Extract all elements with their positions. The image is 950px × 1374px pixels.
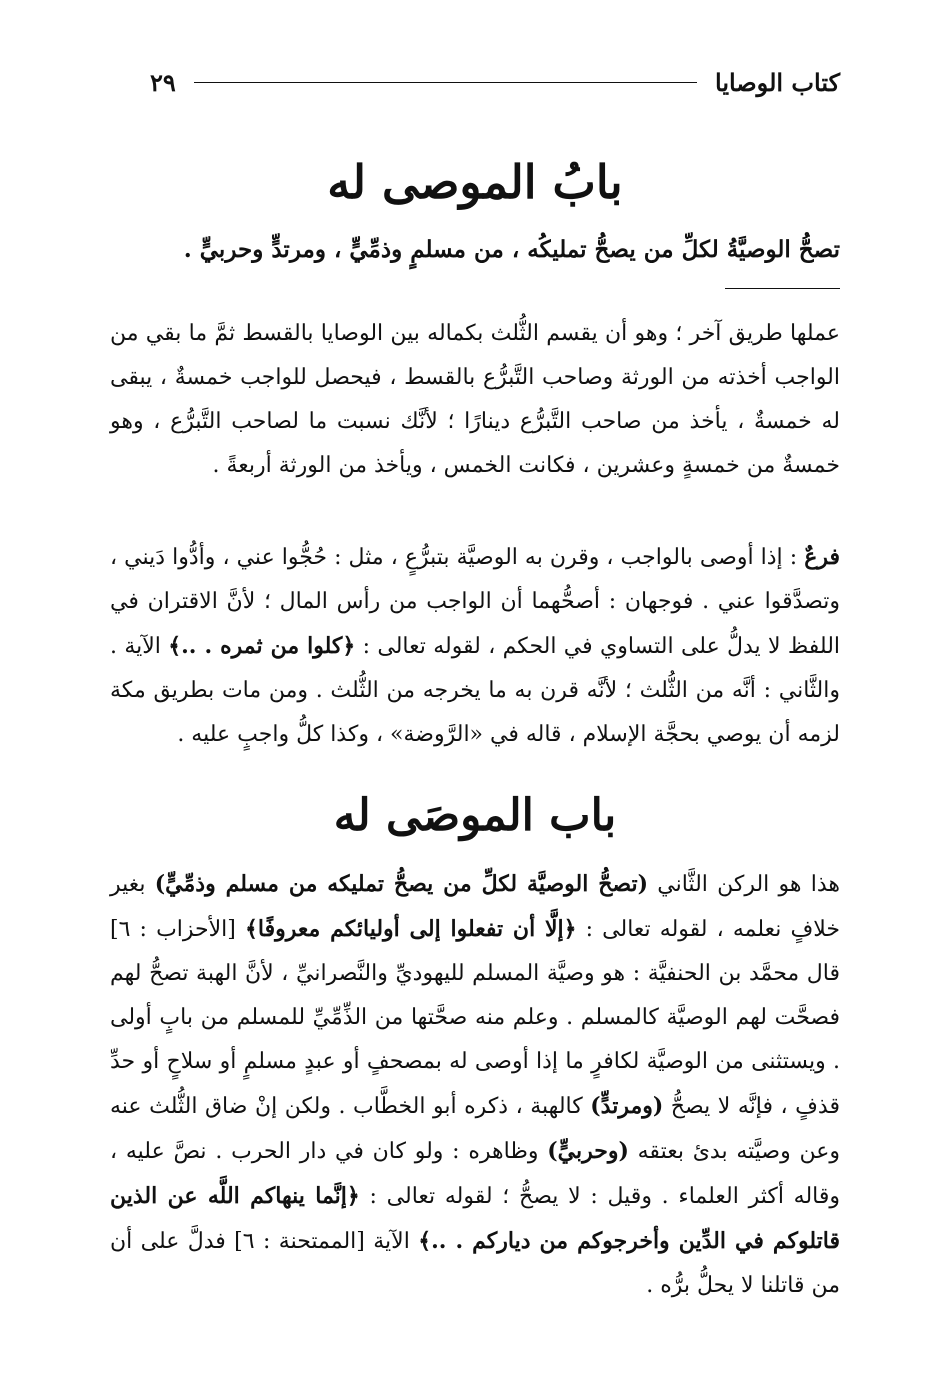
chapter-title: بابُ الموصى له bbox=[327, 155, 623, 209]
running-header bbox=[150, 62, 840, 102]
paragraph-3 bbox=[110, 862, 840, 1308]
paragraph-2-lead: فرعٌ bbox=[804, 544, 840, 570]
header-rule bbox=[194, 82, 697, 83]
paragraph-2-text-a: : إذا أوصى بالواجب ، وقرن به الوصيَّة بتبرُّعٍ ، مثل : حُجُّوا عني ، وأدُّوا دَيني ، وتصدَّقوا عني . فوجهان : أصحُّهما أن الواجب من رأس المال ؛ لأنَّ الاقتران في اللفظ لا يدلُّ على التساوي في الحكم ، لقوله تعالى : bbox=[110, 545, 841, 659]
paragraph-3-verse-2: ﴿إنَّما ينهاكم اللَّه عن الذين قاتلوكم في الدِّين وأخرجوكم من دياركم . ..﴾ bbox=[110, 1183, 840, 1254]
paragraph-3-verse-1: ﴿إلَّا أن تفعلوا إلى أوليائكم معروفًا﴾ bbox=[245, 916, 577, 942]
paragraph-3-matn-2: (ومرتدٍّ) bbox=[590, 1093, 664, 1119]
paragraph-2 bbox=[110, 535, 840, 757]
matn-rule bbox=[725, 288, 840, 289]
paragraph-1: عملها طريق آخر ؛ وهو أن يقسم الثُّلث بكماله بين الوصايا بالقسط ثمَّ ما بقي من الواجب أخذته من الورثة وصاحب التَّبرُّع بالقسط ، فيحصل للواجب خمسةٌ ، يبقى له خمسةٌ ، يأخذ من صاحب التَّبرُّع دينارًا ؛ لأنَّك نسبت ما لصاحب التَّبرُّع ، وهو خمسةٌ من خمسةٍ وعشرين ، فكانت الخمس ، ويأخذ من الورثة أربعةً . bbox=[110, 321, 840, 478]
paragraph-3-text-a: هذا هو الركن الثَّاني bbox=[648, 872, 840, 897]
section-title: باب الموصَى له bbox=[333, 790, 617, 841]
paragraph-3-text-d: كالهبة ، ذكره أبو الخطَّاب . ولكن إنْ ضاق الثُّلث عنه وعن وصيَّته بدئ بعتقه bbox=[110, 1094, 840, 1164]
paragraph-2-text-b: الآية . والثَّاني : أنَّه من الثُّلث ؛ لأنَّه قرن به ما يخرجه من الثُّلث . ومن مات بطريق مكة لزمه أن يوصي بحجَّة الإسلام ، قاله في «الرَّوضة» ، وكذا كلُّ واجبٍ عليه . bbox=[110, 634, 840, 747]
paragraph-2-verse: ﴿كلوا من ثمره . ..﴾ bbox=[168, 633, 356, 659]
page-number: ٢٩ bbox=[150, 67, 176, 97]
paragraph-3-text-f: الآية [الممتحنة : ٦] فدلَّ على أن من قاتلنا لا يحلُّ برُّه . bbox=[110, 1229, 840, 1298]
paragraph-3-matn-3: (وحربيٍّ) bbox=[547, 1138, 629, 1164]
paragraph-3-text-b: بغير خلافٍ نعلمه ، لقوله تعالى : bbox=[110, 872, 841, 942]
paragraph-3-matn-1: (تصحُّ الوصيَّة لكلِّ من يصحُّ تمليكه من مسلم وذمِّيٍّ) bbox=[154, 871, 649, 897]
book-title: كتاب الوصايا bbox=[715, 67, 840, 97]
paragraph-3-text-e: وظاهره : ولو كان في دار الحرب . نصَّ عليه ، وقاله أكثر العلماء . وقيل : لا يصحُّ ؛ لقوله تعالى : bbox=[110, 1139, 840, 1209]
paragraph-3-text-c: [الأحزاب : ٦] قال محمَّد بن الحنفيَّة : هو وصيَّة المسلم لليهوديِّ والنَّصرانيِّ ، لأنَّ الهبة تصحُّ لهم فصحَّت لهم الوصيَّة كالمسلم . وعلم منه صحَّتها من الذِّمِّيِّ للمسلم من بابٍ أولى . ويستثنى من الوصيَّة لكافرٍ ما إذا أوصى له بمصحفٍ أو عبدٍ مسلمٍ أو سلاحٍ أو حدِّ قذفٍ ، فإنَّه لا يصحُّ bbox=[110, 917, 840, 1119]
matn-text: تصحُّ الوصيَّةُ لكلِّ من يصحُّ تمليكُه ، من مسلمٍ وذمِّيٍّ ، ومرتدٍّ وحربيٍّ . bbox=[183, 236, 840, 263]
